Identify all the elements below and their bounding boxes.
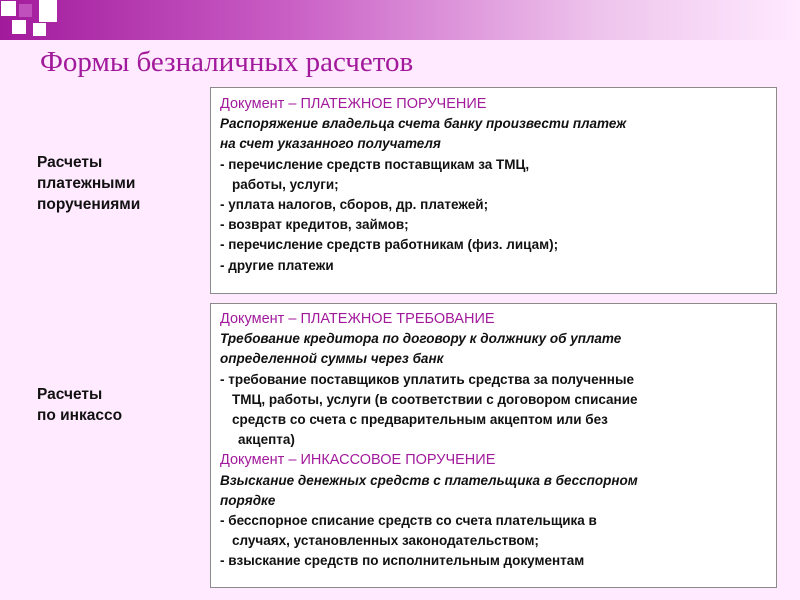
slide-title: Формы безналичных расчетов xyxy=(40,46,414,78)
list-item: - взыскание средств по исполнительным документам xyxy=(220,553,585,569)
definition-line: Распоряжение владельца счета банку произвести платеж xyxy=(220,116,627,132)
decorative-square xyxy=(1,1,16,16)
list-item: акцепта) xyxy=(238,432,295,448)
list-item: случаях, установленных законодательством; xyxy=(232,533,539,549)
label-line: платежными xyxy=(37,175,136,192)
decorative-square xyxy=(19,4,32,17)
list-item: работы, услуги; xyxy=(232,176,339,192)
definition-line: порядке xyxy=(220,492,276,508)
document-heading: Документ – ПЛАТЕЖНОЕ ПОРУЧЕНИЕ xyxy=(220,96,487,112)
list-item: - возврат кредитов, займов; xyxy=(220,217,409,233)
collection-label xyxy=(37,384,122,426)
document-heading: Документ – ПЛАТЕЖНОЕ ТРЕБОВАНИЕ xyxy=(220,311,495,327)
header-gradient-band xyxy=(0,0,800,40)
list-item: - перечисление средств работникам (физ. лицам); xyxy=(220,237,559,253)
payment-orders-label xyxy=(37,152,140,215)
collection-box xyxy=(210,303,777,588)
decorative-square xyxy=(39,0,57,22)
label-line: поручениями xyxy=(37,196,141,213)
list-item: - требование поставщиков уплатить средства за полученные xyxy=(220,371,634,387)
label-line: Расчеты xyxy=(37,154,103,171)
definition-line: Взыскание денежных средств с плательщика в бесспорном xyxy=(220,472,638,488)
definition-line: Требование кредитора по договору к должнику об уплате xyxy=(220,331,622,347)
list-item: средств со счета с предварительным акцептом или без xyxy=(232,412,608,428)
list-item: ТМЦ, работы, услуги (в соответствии с договором списание xyxy=(232,391,638,407)
list-item: - другие платежи xyxy=(220,257,334,273)
definition-line: определенной суммы через банк xyxy=(220,351,444,367)
list-item: - перечисление средств поставщикам за ТМЦ, xyxy=(220,156,530,172)
definition-line: на счет указанного получателя xyxy=(220,136,441,152)
label-line: по инкассо xyxy=(37,407,123,424)
list-item: - уплата налогов, сборов, др. платежей; xyxy=(220,197,489,213)
decorative-square xyxy=(33,23,46,36)
payment-order-box xyxy=(210,87,777,294)
document-heading: Документ – ИНКАССОВОЕ ПОРУЧЕНИЕ xyxy=(220,452,496,469)
decorative-square xyxy=(12,20,26,34)
label-line: Расчеты xyxy=(37,386,103,403)
list-item: - бесспорное списание средств со счета плательщика в xyxy=(220,513,597,529)
